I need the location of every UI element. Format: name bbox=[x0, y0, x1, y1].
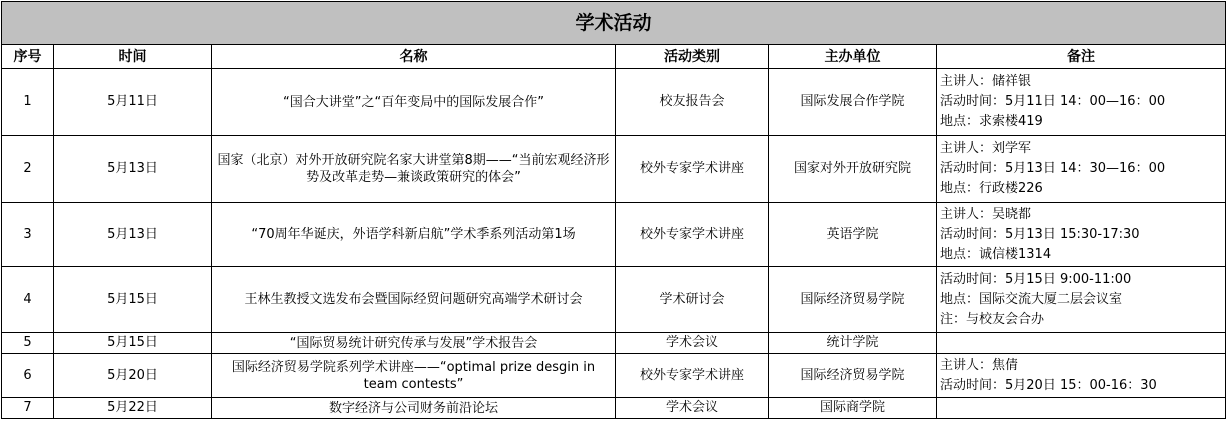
cell-name[interactable]: 王林生教授文选发布会暨国际经贸问题研究高端学术研讨会 bbox=[212, 267, 616, 333]
cell-date[interactable]: 5月11日 bbox=[54, 69, 212, 136]
note-line: 地点：行政楼226 bbox=[940, 181, 1043, 196]
cell-host[interactable]: 统计学院 bbox=[769, 333, 937, 354]
cell-no[interactable]: 7 bbox=[2, 398, 54, 419]
cell-host[interactable]: 国家对外开放研究院 bbox=[769, 136, 937, 203]
cell-date[interactable]: 5月20日 bbox=[54, 354, 212, 398]
cell-notes[interactable] bbox=[937, 69, 1226, 136]
note-line: 主讲人：焦倩 bbox=[940, 357, 1019, 373]
cell-host[interactable]: 国际经济贸易学院 bbox=[769, 354, 937, 398]
cell-name[interactable]: “国合大讲堂”之“百年变局中的国际发展合作” bbox=[212, 69, 616, 136]
note-line: 活动时间：5月11日 14：00—16：00 bbox=[940, 94, 1166, 109]
table-row bbox=[2, 398, 1226, 419]
cell-no[interactable]: 1 bbox=[2, 69, 54, 136]
note-line: 活动时间：5月13日 14：30—16：00 bbox=[940, 161, 1166, 176]
cell-category[interactable]: 校外专家学术讲座 bbox=[616, 354, 769, 398]
cell-no[interactable]: 6 bbox=[2, 354, 54, 398]
cell-notes[interactable] bbox=[937, 398, 1226, 419]
note-line: 地点：诚信楼1314 bbox=[940, 246, 1052, 262]
header-name[interactable]: 名称 bbox=[212, 45, 616, 69]
header-notes[interactable]: 备注 bbox=[937, 45, 1226, 69]
table-row bbox=[2, 333, 1226, 354]
cell-host[interactable]: 国际经济贸易学院 bbox=[769, 267, 937, 333]
cell-category[interactable]: 学术会议 bbox=[616, 398, 769, 419]
title-row bbox=[2, 2, 1226, 45]
table-row bbox=[2, 136, 1226, 203]
cell-no[interactable]: 3 bbox=[2, 203, 54, 267]
sheet-title[interactable]: 学术活动 bbox=[2, 2, 1226, 45]
table-row bbox=[2, 267, 1226, 333]
cell-date[interactable]: 5月13日 bbox=[54, 203, 212, 267]
cell-notes[interactable] bbox=[937, 333, 1226, 354]
cell-name[interactable]: 国际经济贸易学院系列学术讲座——“optimal prize desgin in team contests” bbox=[212, 354, 616, 398]
header-host[interactable]: 主办单位 bbox=[769, 45, 937, 69]
table-row bbox=[2, 203, 1226, 267]
cell-no[interactable]: 2 bbox=[2, 136, 54, 203]
cell-category[interactable]: 校外专家学术讲座 bbox=[616, 136, 769, 203]
note-line: 地点：国际交流大厦二层会议室 bbox=[940, 291, 1123, 307]
cell-category[interactable]: 学术研讨会 bbox=[616, 267, 769, 333]
note-line: 主讲人：储祥银 bbox=[940, 74, 1032, 89]
note-line: 活动时间：5月13日 15:30-17:30 bbox=[940, 226, 1140, 242]
note-line: 主讲人：吴晓都 bbox=[940, 206, 1032, 222]
cell-category[interactable]: 校外专家学术讲座 bbox=[616, 203, 769, 267]
cell-date[interactable]: 5月13日 bbox=[54, 136, 212, 203]
cell-date[interactable]: 5月22日 bbox=[54, 398, 212, 419]
cell-category[interactable]: 学术会议 bbox=[616, 333, 769, 354]
note-line: 注：与校友会合办 bbox=[940, 311, 1045, 327]
cell-date[interactable]: 5月15日 bbox=[54, 333, 212, 354]
cell-date[interactable]: 5月15日 bbox=[54, 267, 212, 333]
cell-no[interactable]: 4 bbox=[2, 267, 54, 333]
cell-notes[interactable] bbox=[937, 203, 1226, 267]
cell-notes[interactable] bbox=[937, 267, 1226, 333]
table-row bbox=[2, 69, 1226, 136]
note-line: 主讲人：刘学军 bbox=[940, 141, 1032, 156]
activity-table bbox=[1, 1, 1226, 419]
cell-name[interactable]: “70周年华诞庆，外语学科新启航”学术季系列活动第1场 bbox=[212, 203, 616, 267]
note-line: 地点：求索楼419 bbox=[940, 114, 1043, 129]
cell-host[interactable]: 国际发展合作学院 bbox=[769, 69, 937, 136]
cell-host[interactable]: 国际商学院 bbox=[769, 398, 937, 419]
header-date[interactable]: 时间 bbox=[54, 45, 212, 69]
note-line: 活动时间：5月15日 9:00-11:00 bbox=[940, 271, 1132, 287]
note-line: 活动时间：5月20日 15：00-16：30 bbox=[940, 377, 1157, 393]
cell-no[interactable]: 5 bbox=[2, 333, 54, 354]
cell-category[interactable]: 校友报告会 bbox=[616, 69, 769, 136]
cell-name[interactable]: “国际贸易统计研究传承与发展”学术报告会 bbox=[212, 333, 616, 354]
header-no[interactable]: 序号 bbox=[2, 45, 54, 69]
cell-notes[interactable] bbox=[937, 136, 1226, 203]
cell-name[interactable]: 国家（北京）对外开放研究院名家大讲堂第8期——“当前宏观经济形势及改革走势—兼谈政策研究的体会” bbox=[212, 136, 616, 203]
table-row bbox=[2, 354, 1226, 398]
cell-host[interactable]: 英语学院 bbox=[769, 203, 937, 267]
cell-name[interactable]: 数字经济与公司财务前沿论坛 bbox=[212, 398, 616, 419]
cell-notes[interactable] bbox=[937, 354, 1226, 398]
header-category[interactable]: 活动类别 bbox=[616, 45, 769, 69]
header-row bbox=[2, 45, 1226, 69]
